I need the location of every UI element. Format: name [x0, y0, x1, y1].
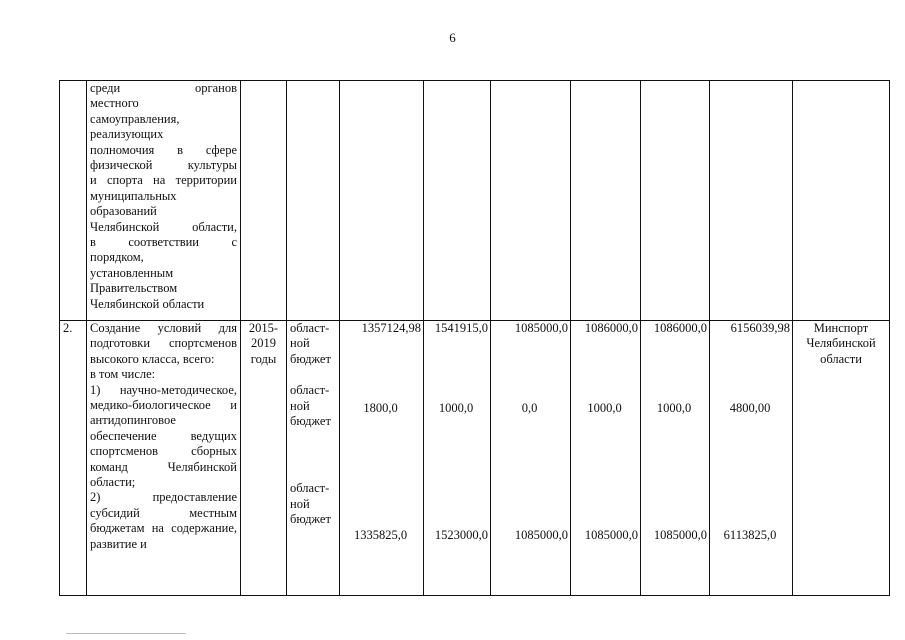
row-number: 2. — [63, 321, 73, 335]
event-name-line: порядком, — [90, 250, 144, 265]
subitem-1-title: 1) научно-методическое, медико-биологическое и антидопинговое обеспечение ведущих спортсменов сборных команд Челябинской области; — [90, 382, 237, 490]
value-cell-2019 — [641, 321, 710, 596]
value-cell-total — [710, 321, 793, 596]
event-name-line: самоуправления, — [90, 111, 180, 126]
value-cell — [340, 81, 424, 321]
value-2016: 1541915,0 — [434, 321, 488, 335]
event-name-text — [87, 81, 240, 312]
subitem-1-value-2015: 1800,0 — [363, 401, 398, 416]
budget-table — [59, 80, 890, 596]
event-name-line: Челябинской области, — [90, 219, 237, 234]
source-cell — [287, 81, 340, 321]
event-name-line: местного — [90, 96, 139, 111]
value-cell-2016 — [424, 321, 491, 596]
subitem-2-source: област-ной бюджет — [290, 481, 331, 527]
executor-text: Минспорт Челябинской области — [806, 321, 876, 366]
subitem-2-value-total: 6113825,0 — [723, 527, 777, 542]
subitem-1-source: област-ной бюджет — [290, 383, 331, 429]
source-text: област-ной бюджет — [290, 321, 331, 366]
period-text: 2015-2019 годы — [248, 321, 279, 366]
subitem-2-title: 2) предоставление субсидий местным бюджетам на содержание, развитие и — [90, 490, 237, 551]
value-total: 6156039,98 — [730, 321, 790, 335]
event-name-line: и спорта на территории — [90, 173, 237, 188]
value-cell — [641, 81, 710, 321]
event-name-cell — [87, 81, 241, 321]
table-row — [60, 81, 890, 321]
event-title: Создание условий для подготовки спортсменов высокого класса, всего: — [90, 321, 237, 366]
event-name-line: в соответствии с — [90, 235, 237, 250]
subitem-2-value-2017: 1085000,0 — [514, 527, 568, 542]
value-cell-2015 — [340, 321, 424, 596]
page-number: 6 — [449, 30, 456, 45]
subitem-1-value-2016: 1000,0 — [438, 401, 474, 416]
bottom-rule — [66, 633, 186, 635]
event-name-line: реализующих — [90, 127, 164, 142]
subitem-1-value-total: 4800,00 — [729, 401, 771, 416]
value-2017: 1085000,0 — [514, 321, 568, 335]
event-name-line: Челябинской области — [90, 296, 205, 311]
subitem-2-value-2016: 1523000,0 — [434, 527, 488, 542]
source-gap — [287, 367, 339, 383]
value-2018: 1086000,0 — [584, 321, 638, 335]
event-name-line: муниципальных — [90, 188, 177, 203]
value-cell-2018 — [571, 321, 641, 596]
event-name-line: физической культуры — [90, 158, 237, 173]
value-cell — [710, 81, 793, 321]
value-2019: 1086000,0 — [653, 321, 707, 335]
event-name-line: образований — [90, 204, 157, 219]
value-cell — [424, 81, 491, 321]
event-name-line: среди органов — [90, 81, 237, 95]
executor-cell — [793, 81, 890, 321]
row-number-cell — [60, 81, 87, 321]
event-name-line: полномочия в сфере — [90, 142, 237, 157]
event-name-line: установленным — [90, 265, 174, 280]
subitem-1-value-2017: 0,0 — [521, 401, 538, 416]
event-name-line: Правительством — [90, 281, 178, 296]
row-number-cell — [60, 321, 87, 596]
event-name-cell — [87, 321, 241, 596]
value-cell — [491, 81, 571, 321]
including-label: в том числе: — [90, 367, 156, 382]
value-cell — [571, 81, 641, 321]
subitem-2-value-2019: 1085000,0 — [653, 527, 707, 542]
executor-cell — [793, 321, 890, 596]
subitem-2-value-2018: 1085000,0 — [584, 527, 638, 542]
subitem-2-value-2015: 1335825,0 — [353, 527, 408, 542]
value-2015: 1357124,98 — [361, 321, 421, 335]
subitem-1-value-2018: 1000,0 — [587, 401, 622, 416]
source-cell — [287, 321, 340, 596]
source-gap — [287, 429, 339, 481]
table-row — [60, 321, 890, 596]
value-cell-2017 — [491, 321, 571, 596]
period-cell — [241, 81, 287, 321]
subitem-1-value-2019: 1000,0 — [656, 401, 692, 416]
period-cell — [241, 321, 287, 596]
